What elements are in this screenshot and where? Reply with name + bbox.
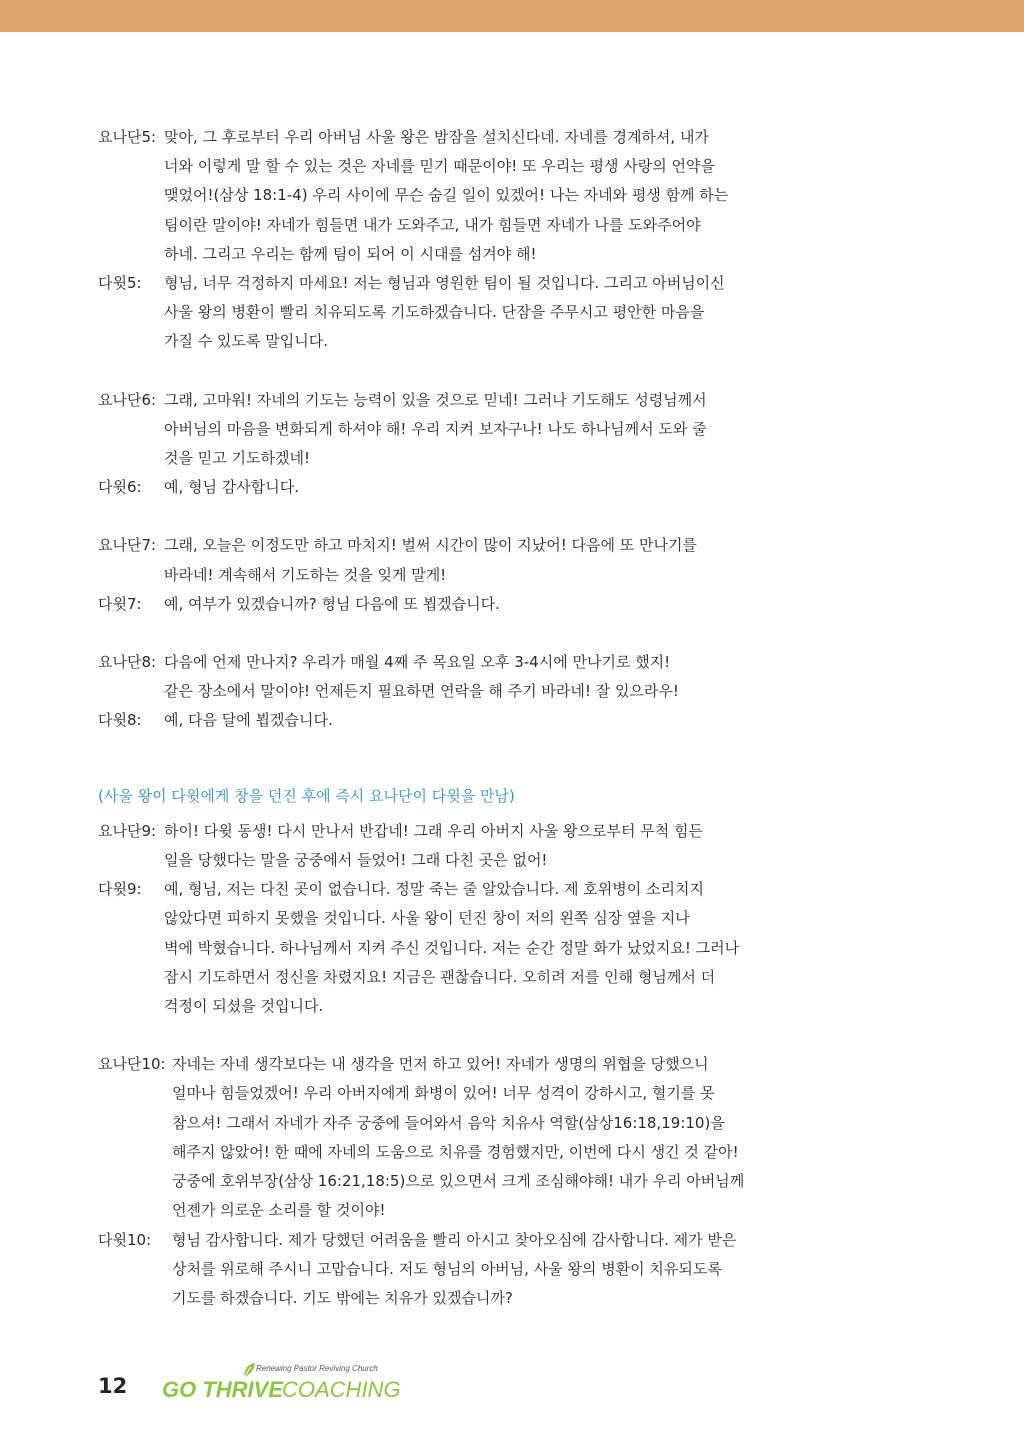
- dialogue-line: 하이! 다윗 동생! 다시 만나서 반갑네! 그래 우리 아버지 사울 왕으로부터 무척 힘든: [164, 821, 703, 840]
- dialogue-entry: [98, 531, 818, 589]
- dialogue-text: [164, 269, 818, 357]
- dialogue-entry: [98, 473, 818, 502]
- stage-direction: (사울 왕이 다윗에게 창을 던진 후에 즉시 요나단이 다윗을 만남): [98, 786, 515, 805]
- dialogue-line: 궁중에 호위부장(삼상 16:21,18:5)으로 있으면서 크게 조심해야해! 내가 우리 아버님께: [172, 1172, 745, 1191]
- speaker-label: 요나단7:: [98, 536, 157, 555]
- dialogue-text: [172, 1050, 818, 1225]
- dialogue-text: [164, 386, 818, 474]
- dialogue-text: [164, 473, 818, 502]
- dialogue-line: 하네. 그리고 우리는 함께 팀이 되어 이 시대를 섬겨야 해!: [164, 244, 537, 263]
- page-footer: [0, 1360, 1024, 1410]
- speaker-label: 다윗9:: [98, 880, 142, 899]
- section-gap: [98, 619, 818, 648]
- dialogue-line: 맺었어!(삼상 18:1-4) 우리 사이에 무슨 숨길 일이 있겠어! 나는 자네와 평생 함께 하는: [164, 186, 729, 205]
- dialogue-line: 것을 믿고 기도하겠네!: [164, 449, 310, 468]
- dialogue-line: 아버님의 마음을 변화되게 하셔야 해! 우리 지켜 보자구나! 나도 하나님께서 도와 줄: [164, 419, 707, 438]
- dialogue-line: 다음에 언제 만나지? 우리가 매월 4째 주 목요일 오후 3-4시에 만나기로 했지!: [164, 653, 671, 672]
- speaker-label: 다윗6:: [98, 478, 142, 497]
- dialogue-entry: [98, 590, 818, 619]
- speaker-label: 다윗8:: [98, 711, 142, 730]
- dialogue-line: 잠시 기도하면서 정신을 차렸지요! 지금은 괜찮습니다. 오히려 저를 인해 형님께서 더: [164, 967, 716, 986]
- dialogue-text: [164, 648, 818, 706]
- dialogue-text: [164, 590, 818, 619]
- dialogue-line: 자네는 자네 생각보다는 내 생각을 먼저 하고 있어! 자네가 생명의 위협을 당했으니: [172, 1055, 709, 1074]
- dialogue-line: 같은 장소에서 말이야! 언제든지 필요하면 연락을 해 주기 바라네! 잘 있으라우!: [164, 682, 679, 701]
- dialogue-line: 형님, 너무 걱정하지 마세요! 저는 형님과 영원한 팀이 될 것입니다. 그리고 아버님이신: [164, 274, 725, 293]
- dialogue-entry: [98, 123, 818, 269]
- dialogue-entry: [98, 817, 818, 875]
- speaker-label: 요나단10:: [98, 1055, 166, 1074]
- speaker-label: 다윗10:: [98, 1230, 152, 1249]
- logo-word-go-thrive: GO THRIVE: [162, 1377, 284, 1402]
- dialogue-line: 그래, 고마워! 자네의 기도는 능력이 있을 것으로 믿네! 그러나 기도해도 성령님께서: [164, 390, 707, 409]
- dialogue-text: [164, 875, 818, 1021]
- dialogue-line: 예, 형님, 저는 다친 곳이 없습니다. 정말 죽는 줄 알았습니다. 제 호위병이 소리치지: [164, 880, 704, 899]
- dialogue-text: [164, 531, 818, 589]
- dialogue-line: 너와 이렇게 말 할 수 있는 것은 자네를 믿기 때문이야! 또 우리는 평생 사랑의 언약을: [164, 157, 715, 176]
- speaker-label: 요나단5:: [98, 128, 157, 146]
- dialogue-line: 예, 다음 달에 뵙겠습니다.: [164, 711, 333, 730]
- dialogue-line: 사울 왕의 병환이 빨리 치유되도록 기도하겠습니다. 단잠을 주무시고 평안한 마음을: [164, 303, 705, 322]
- dialogue-entry: [98, 1050, 818, 1225]
- dialogue-line: 맞아, 그 후로부터 우리 아버님 사울 왕은 밤잠을 설치신다네. 자네를 경계하셔, 내가: [164, 128, 709, 146]
- leaf-icon: [242, 1362, 256, 1378]
- logo-word-coaching: COACHING: [282, 1377, 401, 1402]
- dialogue-entry: [98, 269, 818, 357]
- dialogue-line: 않았다면 피하지 못했을 것입니다. 사울 왕이 던진 창이 저의 왼쪽 심장 옆을 지나: [164, 909, 690, 928]
- dialogue-line: 참으셔! 그래서 자네가 자주 궁중에 들어와서 음악 치유사 역할(삼상16:18,19:10)을: [172, 1113, 725, 1132]
- dialogue-line: 팀이란 말이야! 자네가 힘들면 내가 도와주고, 내가 힘들면 자네가 나를 도와주어야: [164, 215, 701, 234]
- dialogue-entry: [98, 386, 818, 474]
- dialogue-text: [172, 1226, 818, 1314]
- section-gap: [98, 736, 818, 782]
- dialogue-line: 언젠가 의로운 소리를 할 것이야!: [172, 1201, 386, 1220]
- dialogue-entry: [98, 1226, 818, 1314]
- dialogue-line: 형님 감사합니다. 제가 당했던 어려움을 빨리 아시고 찾아오심에 감사합니다. 제가 받은: [172, 1230, 737, 1249]
- dialogue-text: [164, 706, 818, 735]
- dialogue-text: [164, 123, 818, 269]
- speaker-label: 요나단9:: [98, 821, 157, 840]
- dialogue-entry: [98, 875, 818, 1021]
- dialogue-line: 일을 당했다는 말을 궁중에서 들었어! 그래 다친 곳은 없어!: [164, 851, 548, 870]
- page-number: 12: [98, 1374, 128, 1398]
- dialogue-line: 그래, 오늘은 이정도만 하고 마치지! 벌써 시간이 많이 지났어! 다음에 또 만나기를: [164, 536, 697, 555]
- logo-tagline: Renewing Pastor Reviving Church: [256, 1364, 378, 1373]
- dialogue-line: 얼마나 힘들었겠어! 우리 아버지에게 화병이 있어! 너무 성격이 강하시고, 혈기를 못: [172, 1084, 715, 1103]
- go-thrive-coaching-logo: [160, 1362, 401, 1406]
- section-gap: [98, 502, 818, 531]
- speaker-label: 다윗5:: [98, 274, 142, 293]
- dialogue-line: 예, 여부가 있겠습니까? 형님 다음에 또 뵙겠습니다.: [164, 594, 500, 613]
- dialogue-body: [98, 123, 818, 1313]
- dialogue-line: 벽에 박혔습니다. 하나님께서 지켜 주신 것입니다. 저는 순간 정말 화가 났었지요! 그러나: [164, 938, 740, 957]
- dialogue-line: 기도를 하겠습니다. 기도 밖에는 치유가 있겠습니까?: [172, 1288, 513, 1307]
- dialogue-line: 바라네! 계속해서 기도하는 것을 잊게 말게!: [164, 565, 447, 584]
- dialogue-line: 걱정이 되셨을 것입니다.: [164, 997, 324, 1016]
- speaker-label: 요나단8:: [98, 653, 157, 672]
- dialogue-entry: [98, 648, 818, 706]
- section-gap: [98, 357, 818, 386]
- dialogue-entry: [98, 706, 818, 735]
- speaker-label: 요나단6:: [98, 390, 157, 409]
- speaker-label: 다윗7:: [98, 594, 142, 613]
- section-gap: [98, 1021, 818, 1050]
- dialogue-line: 가질 수 있도록 말입니다.: [164, 332, 328, 351]
- dialogue-line: 예, 형님 감사합니다.: [164, 478, 299, 497]
- dialogue-line: 해주지 않았어! 한 때에 자네의 도움으로 치유를 경험했지만, 이번에 다시 생긴 것 같아!: [172, 1142, 739, 1161]
- dialogue-line: 상처를 위로해 주시니 고맙습니다. 저도 형님의 아버님, 사울 왕의 병환이 치유되도록: [172, 1259, 722, 1278]
- dialogue-text: [164, 817, 818, 875]
- top-header-bar: [0, 0, 1024, 32]
